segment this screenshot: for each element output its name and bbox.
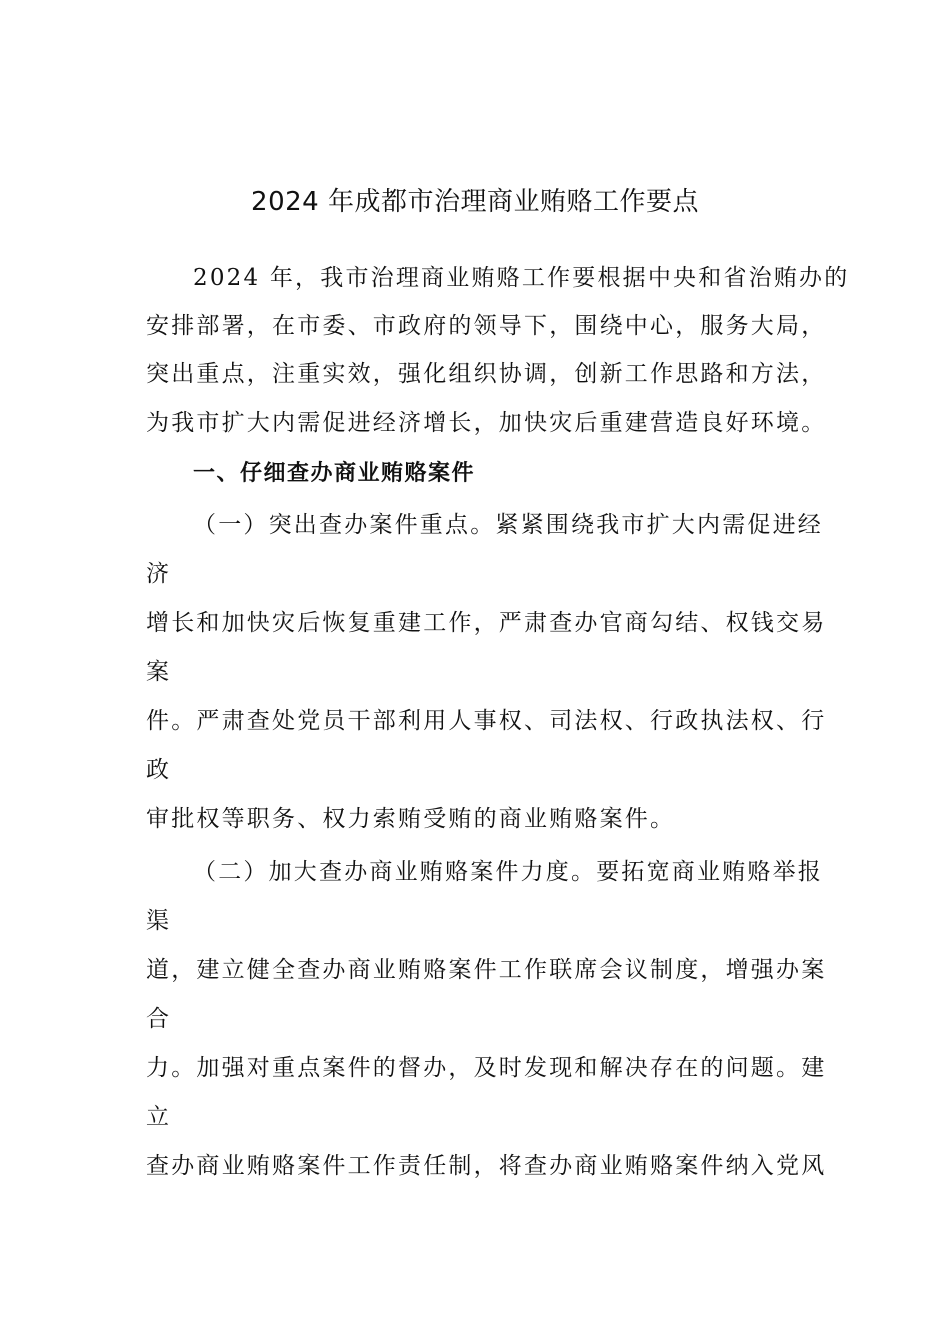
- item2-line-1: （二）加大查办商业贿赂案件力度。要拓宽商业贿赂举报: [193, 859, 823, 885]
- section-heading-1: 一、仔细查办商业贿赂案件: [193, 461, 476, 486]
- item1-line-2: 济: [146, 561, 172, 587]
- item1-line-6: 政: [146, 757, 172, 783]
- intro-line-1: 2024 年，我市治理商业贿赂工作要根据中央和省治贿办的: [193, 265, 850, 291]
- item2-line-2: 渠: [146, 908, 172, 934]
- item1-line-3: 增长和加快灾后恢复重建工作，严肃查办官商勾结、权钱交易: [146, 610, 827, 636]
- item1-line-1: （一）突出查办案件重点。紧紧围绕我市扩大内需促进经: [193, 512, 823, 538]
- intro-line-3: 突出重点，注重实效，强化组织协调，创新工作思路和方法，: [146, 361, 827, 387]
- item2-line-6: 立: [146, 1104, 172, 1130]
- item2-line-3: 道，建立健全查办商业贿赂案件工作联席会议制度，增强办案: [146, 957, 827, 983]
- item2-line-5: 力。加强对重点案件的督办，及时发现和解决存在的问题。建: [146, 1055, 827, 1081]
- item1-line-4: 案: [146, 659, 172, 685]
- item1-line-7: 审批权等职务、权力索贿受贿的商业贿赂案件。: [146, 806, 676, 832]
- item2-line-4: 合: [146, 1006, 172, 1032]
- document-title: 2024 年成都市治理商业贿赂工作要点: [251, 187, 699, 217]
- intro-line-2: 安排部署，在市委、市政府的领导下，围绕中心，服务大局，: [146, 313, 827, 339]
- intro-line-4: 为我市扩大内需促进经济增长，加快灾后重建营造良好环境。: [146, 410, 827, 436]
- item2-line-7: 查办商业贿赂案件工作责任制，将查办商业贿赂案件纳入党风: [146, 1153, 827, 1179]
- item1-line-5: 件。严肃查处党员干部利用人事权、司法权、行政执法权、行: [146, 708, 827, 734]
